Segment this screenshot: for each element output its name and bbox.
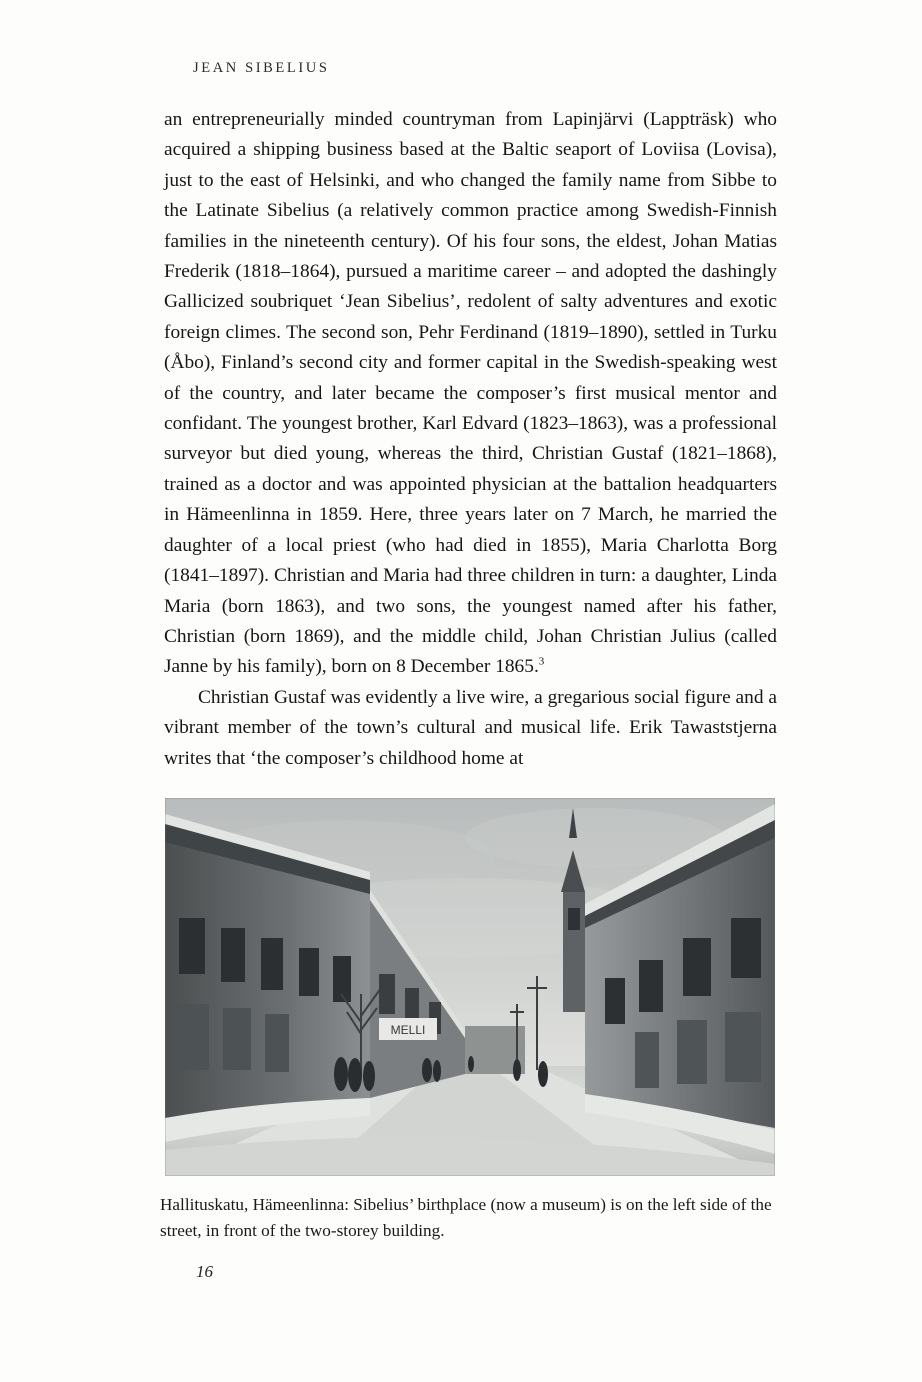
street-photograph-image <box>165 798 775 1176</box>
running-head: JEAN SIBELIUS <box>193 60 330 76</box>
paragraph-one <box>164 105 777 683</box>
street-photograph <box>165 798 775 1176</box>
figure-caption: Hallituskatu, Hämeenlinna: Sibelius’ birthplace (now a museum) is on the left side of the street, in front of the two-storey building. <box>160 1195 772 1240</box>
paragraph-one-text: an entrepreneurially minded countryman from Lapinjärvi (Lappträsk) who acquired a shipping business based at the Baltic seaport of Loviisa (Lovisa), just to the east of Helsinki, and who changed the family name from Sibbe to the Latinate Sibelius (a relatively common practice among Swedish-Finnish families in the nineteenth century). Of his four sons, the eldest, Johan Matias Frederik (1818–1864), pursued a maritime career – and adopted the dashingly Gallicized soubriquet ‘Jean Sibelius’, redolent of salty adventures and exotic foreign climes. The second son, Pehr Ferdinand (1819–1890), settled in Turku (Åbo), Finland’s second city and former capital in the Swedish-speaking west of the country, and later became the composer’s first musical mentor and confidant. The youngest brother, Karl Edvard (1823–1863), was a professional surveyor but died young, whereas the third, Christian Gustaf (1821–1868), trained as a doctor and was appointed physician at the battalion headquarters in Hämeenlinna in 1859. Here, three years later on 7 March, he married the daughter of a local priest (who had died in 1855), Maria Charlotta Borg (1841–1897). Christian and Maria had three children in turn: a daughter, Linda Maria (born 1863), and two sons, the youngest named after his father, Christian (born 1869), and the middle child, Johan Christian Julius (called Janne by his family), born on 8 December 1865. <box>164 109 777 678</box>
paragraph-two: Christian Gustaf was evidently a live wire, a gregarious social figure and a vibrant member of the town’s cultural and musical life. Erik Tawaststjerna writes that ‘the composer’s childhood home at <box>164 686 777 769</box>
svg-text:MELLI: MELLI <box>390 1023 426 1037</box>
footnote-marker: 3 <box>538 655 545 668</box>
page-number: 16 <box>196 1262 213 1281</box>
body-text-column <box>164 105 777 774</box>
